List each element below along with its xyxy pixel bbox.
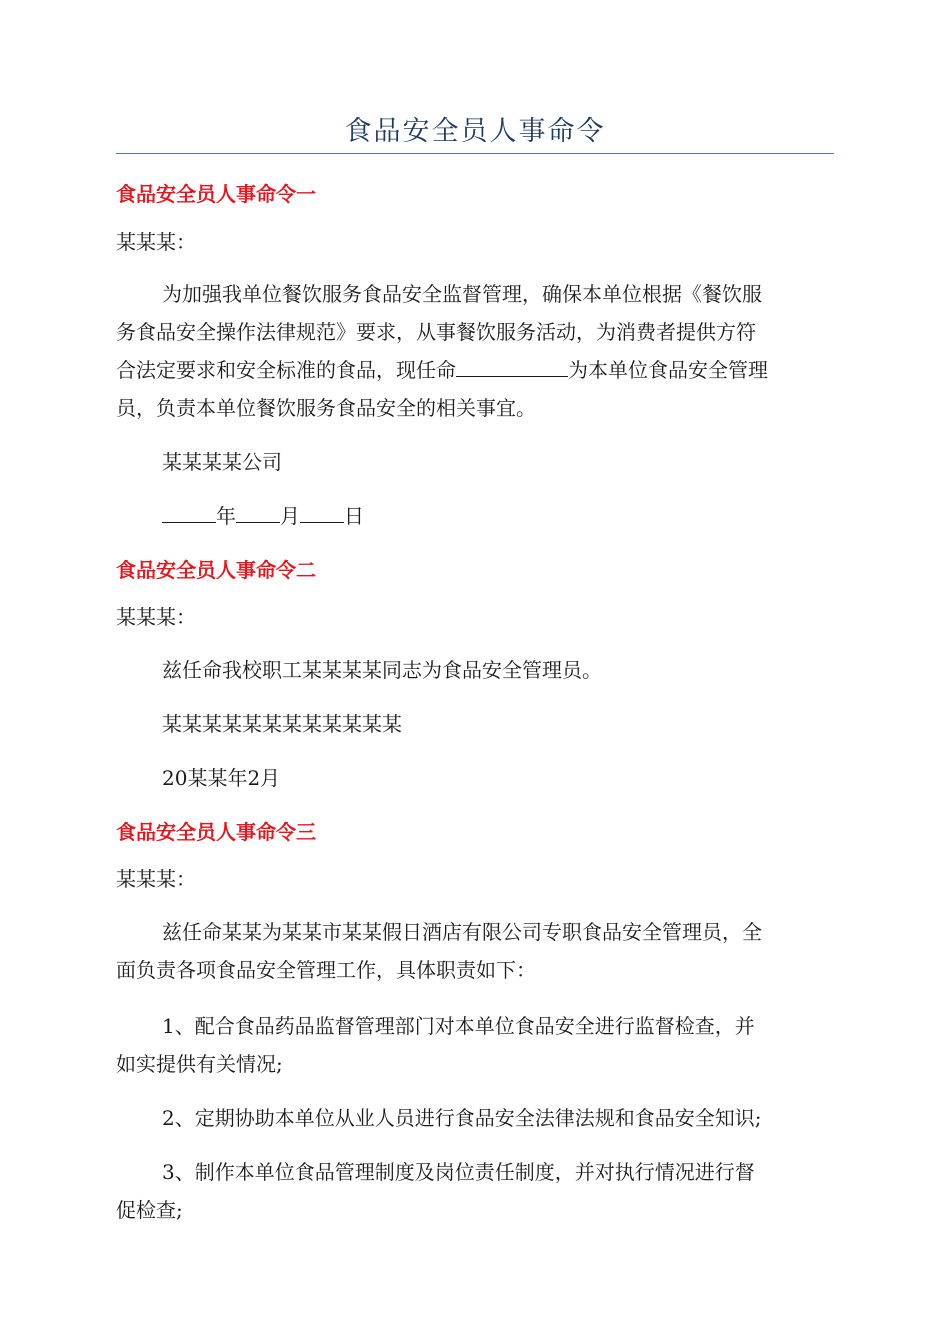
date-year-label: 年 [216,504,236,528]
body-line-with-blank [116,356,768,384]
section-heading-2: 食品安全员人事命令二 [116,558,316,582]
salutation-1: 某某某： [116,230,196,254]
body-line: 员，负责本单位餐饮服务食品安全的相关事宜。 [116,396,536,420]
salutation-2: 某某某： [116,605,196,629]
body-line: 面负责各项食品安全管理工作，具体职责如下： [116,958,536,982]
date-month-label: 月 [280,504,300,528]
month-blank [236,502,280,523]
date-day-label: 日 [344,504,364,528]
body-line: 兹任命我校职工某某某某同志为食品安全管理员。 [162,658,602,682]
duty-item-3: 3、制作本单位食品管理制度及岗位责任制度，并对执行情况进行督 [162,1160,755,1184]
date-line-1 [162,502,364,530]
duty-item-1: 1、配合食品药品监督管理部门对本单位食品安全进行监督检查，并 [162,1014,755,1038]
body-text: 为本单位食品安全管理 [568,358,768,382]
signer-2: 某某某某某某某某某某某某 [162,712,402,736]
section-heading-3: 食品安全员人事命令三 [116,820,316,844]
document-title: 食品安全员人事命令 [344,116,606,147]
duty-item-1-continued: 如实提供有关情况; [116,1052,283,1076]
body-line: 为加强我单位餐饮服务食品安全监督管理，确保本单位根据《餐饮服 [162,282,762,306]
year-blank [162,502,216,523]
day-blank [300,502,344,523]
salutation-3: 某某某： [116,867,196,891]
body-line: 兹任命某某为某某市某某假日酒店有限公司专职食品安全管理员，全 [162,920,762,944]
date-2: 20某某年2月 [162,766,281,790]
appointee-blank [456,356,568,377]
duty-item-3-continued: 促检查; [116,1198,183,1222]
body-text: 合法定要求和安全标准的食品，现任命 [116,358,456,382]
duty-item-2: 2、定期协助本单位从业人员进行食品安全法律法规和食品安全知识; [162,1106,762,1130]
signer-1: 某某某某公司 [162,450,282,474]
body-line: 务食品安全操作法律规范》要求，从事餐饮服务活动，为消费者提供方符 [116,320,756,344]
title-divider [116,153,834,154]
section-heading-1: 食品安全员人事命令一 [116,182,316,206]
